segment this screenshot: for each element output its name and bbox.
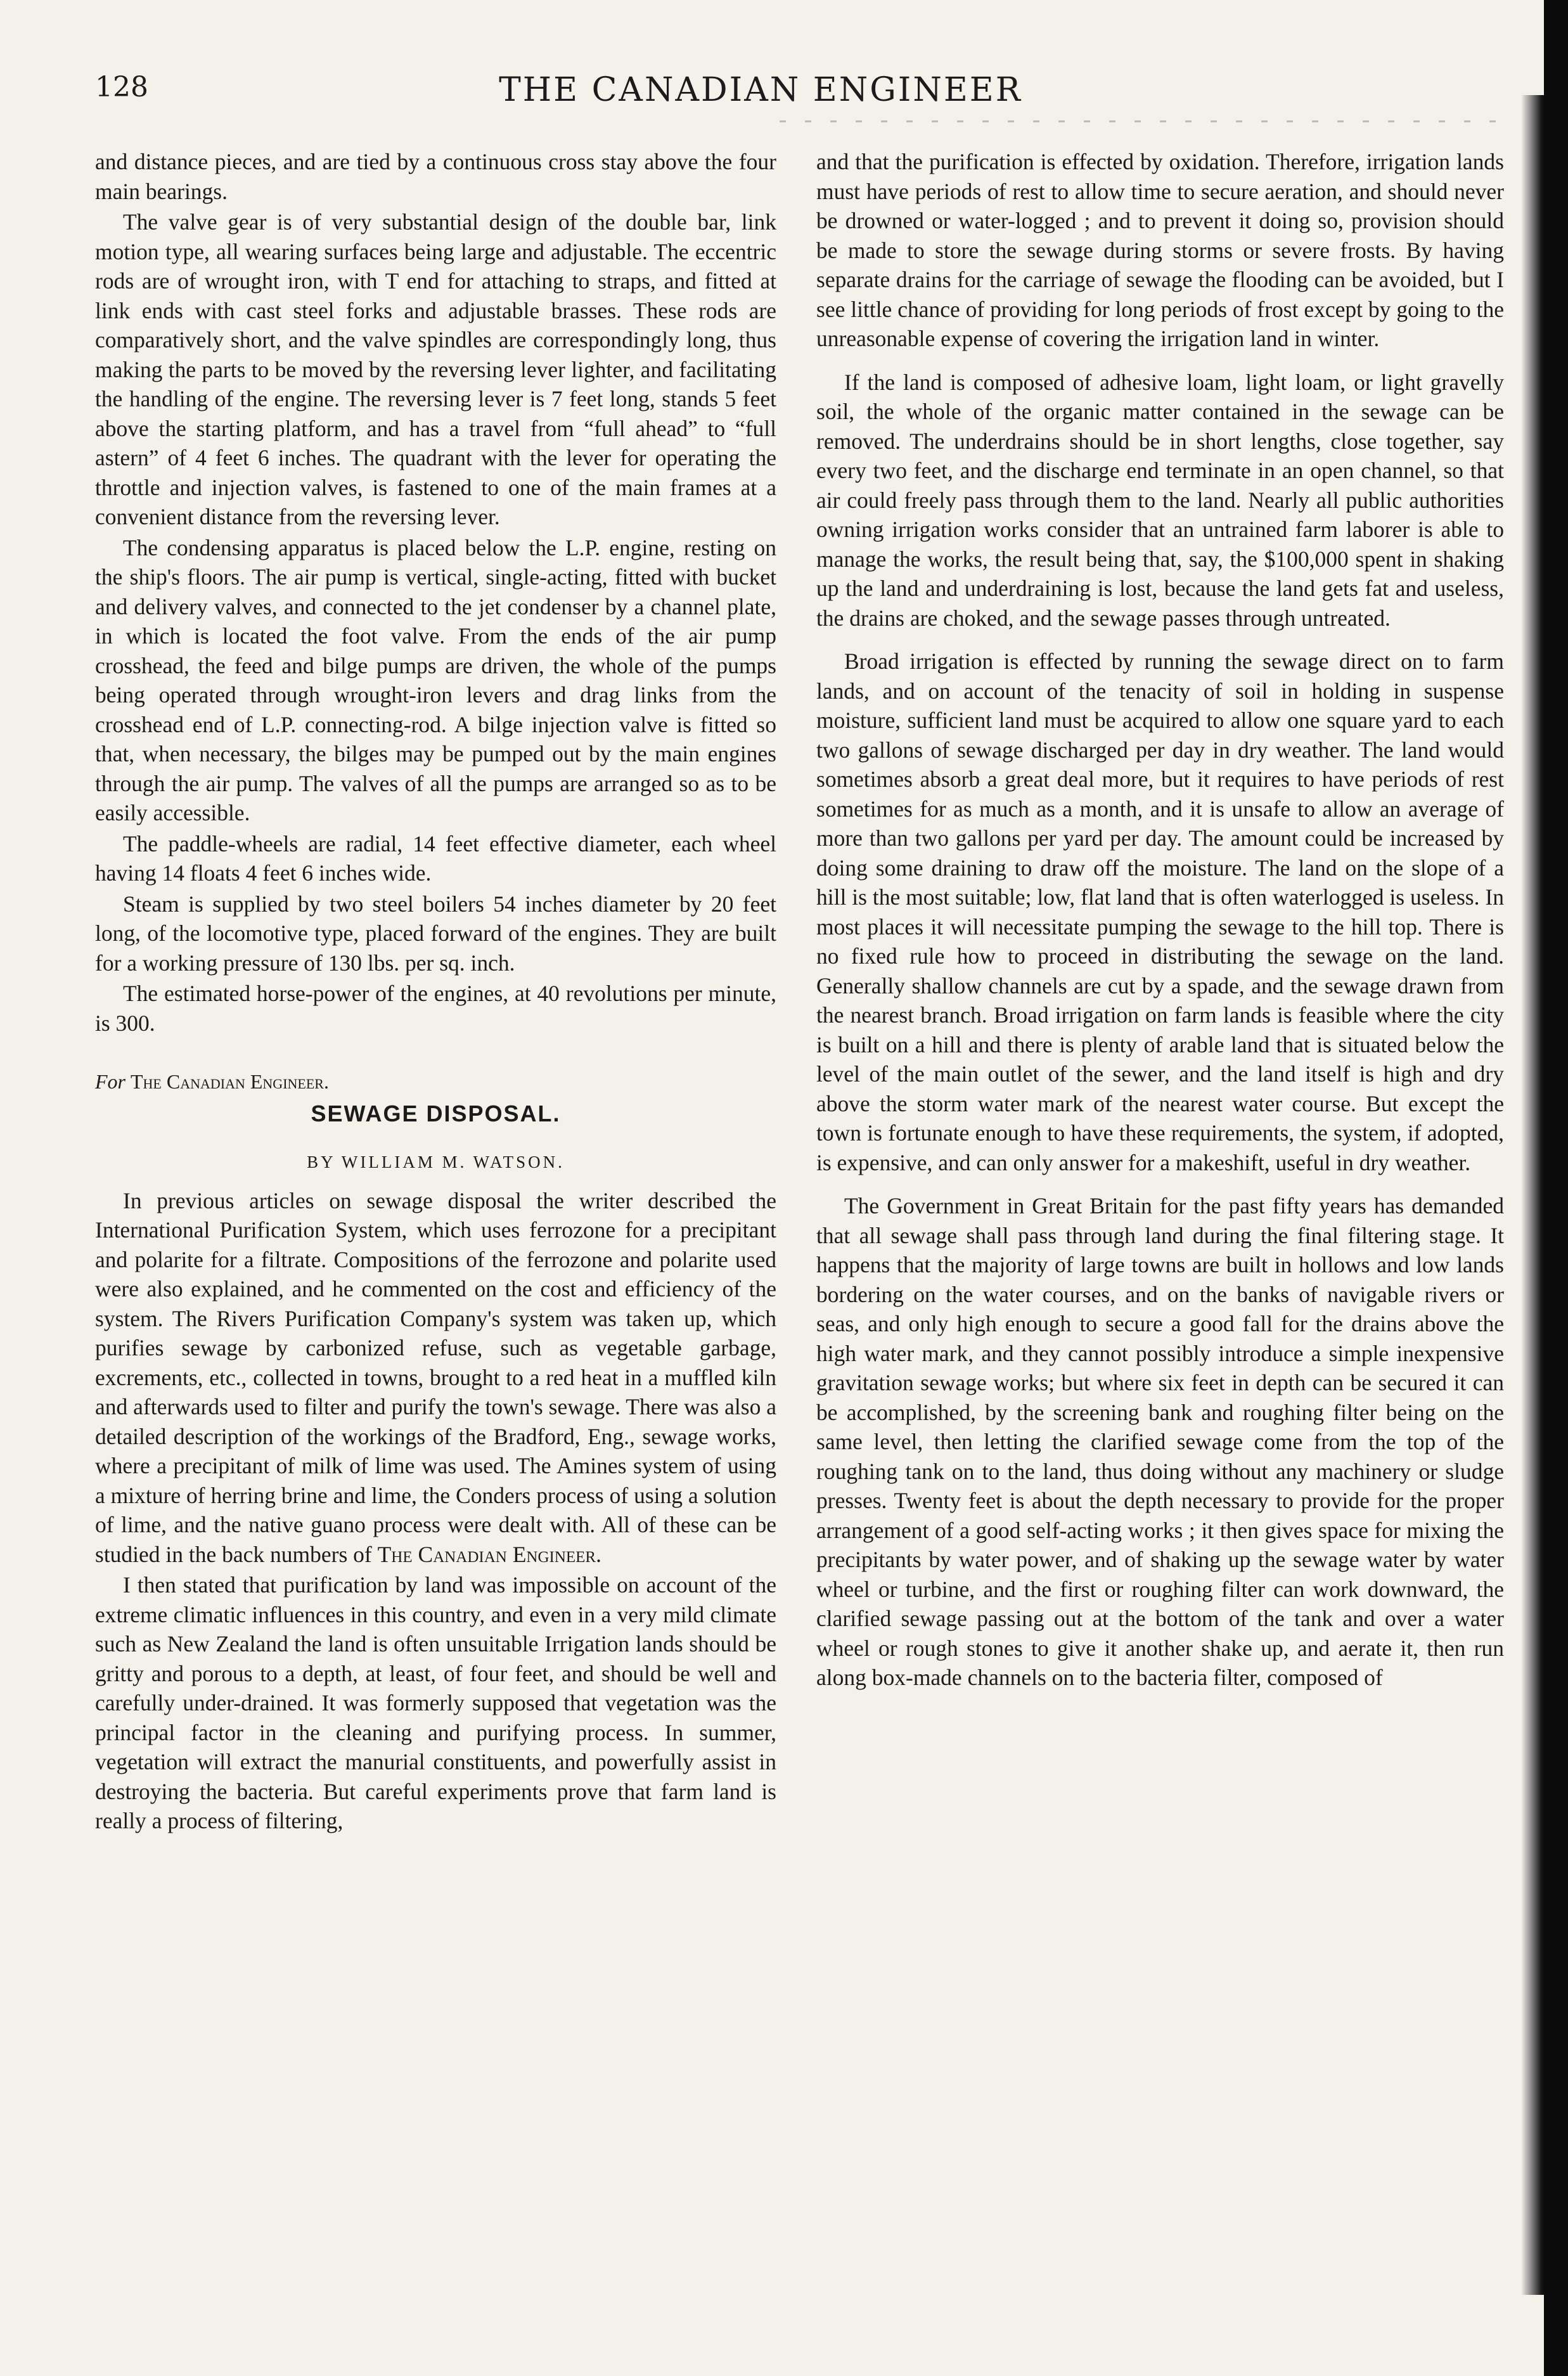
article-title: SEWAGE DISPOSAL. <box>311 1100 561 1127</box>
paragraph: Steam is supplied by two steel boilers 54 inches diameter by 20 feet long, of the locomotive type, placed forward of the engines. They are built for a working pressure of 130 lbs. per sq. inch. <box>95 891 776 976</box>
paragraph: I then stated that purification by land was impossible on account of the extreme climatic influences in this country, and even in a very mild climate such as New Zealand the land is often unsuitable Irrigation lands should be gritty and porous to a depth, at least, of four feet, and should be well and carefully under-drained. It was formerly supposed that vegetation was the principal factor in the cleaning and purifying process. In summer, vegetation will extract the manurial constituents, and powerfully assist in destroying the bacteria. But careful experiments prove that farm land is really a process of filtering, <box>95 1572 776 1833</box>
article-author: BY WILLIAM M. WATSON. <box>307 1152 565 1172</box>
running-title: THE CANADIAN ENGINEER <box>499 71 1022 109</box>
publication-ref: The Canadian Engineer. <box>377 1541 601 1567</box>
right-column <box>816 147 1504 1693</box>
source-publication: The Canadian Engineer. <box>131 1070 329 1093</box>
paragraph: and distance pieces, and are tied by a continuous cross stay above the four main bearings. <box>95 149 776 204</box>
paragraph: The Government in Great Britain for the past fifty years has demanded that all sewage shall pass through land during the final filtering stage. It happens that the majority of large towns are built in hollows and low lands bordering on the water courses, and on the banks of navigable rivers or seas, and only high enough to secure a good fall for the drains above the high water mark, and they cannot possibly introduce a simple inexpensive gravitation sewage works; but where six feet in depth can be secured it can be accomplished, by the screening bank and roughing filter being on the same level, then letting the clarified sewage come from the top of the roughing tank on to the land, thus doing without any machinery or sludge presses. Twenty feet is about the depth necessary to provide for the proper arrangement of a good self-acting works ; it then gives space for mixing the precipitants by water power, and of shaking up the sewage water by water wheel or turbine, and the first or roughing filter can work downward, the clarified sewage passing out at the bottom of the tank and over a water wheel or rough stones to give it another shake up, and aerate it, then run along box-made channels on to the bacteria filter, composed of <box>816 1193 1504 1690</box>
header-rule <box>780 120 1508 122</box>
page-number: 128 <box>95 71 148 103</box>
paragraph <box>95 1186 776 1570</box>
paragraph: Broad irrigation is effected by running the sewage direct on to farm lands, and on account of the tenacity of soil in holding in suspense moisture, sufficient land must be acquired to allow one square yard to each two gallons of sewage discharged per day in dry weather. The land would sometimes absorb a great deal more, but it requires to have periods of rest sometimes for as much as a month, and it is unsafe to allow an average of more than two gallons per yard per day. The amount could be increased by doing some draining to draw off the moisture. The land on the slope of a hill is the most suitable; low, flat land that is often waterlogged is useless. In most places it will necessitate pumping the sewage to the hill top. There is no fixed rule how to proceed in distributing the sewage on the land. Generally shallow channels are cut by a spade, and the sewage drawn from the nearest branch. Broad irrigation on farm lands is feasible where the city is built on a hill and there is plenty of arable land that is situated below the level of the main outlet of the sewer, and the land itself is high and dry above the storm water mark of the nearest water course. But except the town is fortunate enough to have these requirements, the system, if adopted, is expensive, and can only answer for a makeshift, useful in dry weather. <box>816 649 1504 1175</box>
paragraph: The valve gear is of very substantial design of the double bar, link motion type, all wearing surfaces being large and adjustable. The eccentric rods are of wrought iron, with T end for attaching to straps, and fitted at link ends with cast steel forks and adjustable brasses. These rods are comparatively short, and the valve spindles are correspondingly long, thus making the parts to be moved by the reversing lever lighter, and facilitating the handling of the engine. The reversing lever is 7 feet long, stands 5 feet above the starting platform, and has a travel from “full ahead” to “full astern” of 4 feet 6 inches. The quadrant with the lever for operating the throttle and injection valves, is fastened to one of the main frames at a convenient distance from the reversing lever. <box>95 209 776 529</box>
paragraph: The estimated horse-power of the engines, at 40 revolutions per minute, is 300. <box>95 981 776 1036</box>
binding-edge <box>1544 0 1568 2376</box>
left-column <box>95 147 776 1836</box>
page-header <box>95 71 1426 122</box>
paragraph-text: In previous articles on sewage disposal the writer described the International Purification System, which uses ferrozone for a precipitant and polarite for a filtrate. Compositions of the ferrozone and polarite used were also explained, and he commented on the cost and efficiency of the system. The Rivers Purification Company's system was taken up, which purifies sewage by carbonized refuse, such as vegetable garbage, excrements, etc., collected in towns, brought to a red heat in a muffled kiln and afterwards used to filter and purify the town's sewage. There was also a detailed description of the workings of the Bradford, Eng., sewage works, where a precipitant of milk of lime was used. The Amines system of using a mixture of herring brine and lime, the Conders process of using a solution of lime, and the native guano process were dealt with. All of these can be studied in the back numbers of <box>95 1187 776 1567</box>
paragraph: If the land is composed of adhesive loam, light loam, or light gravelly soil, the whole of the organic matter contained in the sewage can be removed. The underdrains should be in short lengths, close together, say every two feet, and the discharge end terminate in an open channel, so that air could freely pass through them to the land. Nearly all public authorities owning irrigation works consider that an untrained farm laborer is able to manage the works, the result being that, say, the $100,000 spent in shaking up the land and underdraining is lost, because the land gets fat and useless, the drains are choked, and the sewage passes through untreated. <box>816 369 1504 631</box>
paragraph: and that the purification is effected by oxidation. Therefore, irrigation lands must have periods of rest to allow time to secure aeration, and should never be drowned or water-logged ; and to prevent it doing so, provision should be made to store the sewage during storms or severe frosts. By having separate drains for the carriage of sewage the flooding can be avoided, but I see little chance of providing for long periods of frost except by going to the unreasonable expense of covering the irrigation land in winter. <box>816 149 1504 351</box>
source-for: For <box>95 1070 125 1093</box>
article-source <box>95 1067 776 1097</box>
paragraph: The paddle-wheels are radial, 14 feet effective diameter, each wheel having 14 floats 4 feet 6 inches wide. <box>95 830 776 886</box>
paragraph: The condensing apparatus is placed below the L.P. engine, resting on the ship's floors. The air pump is vertical, single-acting, fitted with bucket and delivery valves, and connected to the jet condenser by a channel plate, in which is located the foot valve. From the ends of the air pump crosshead, the feed and bilge pumps are driven, the whole of the pumps being operated through wrought-iron levers and drag links from the crosshead end of L.P. connecting-rod. A bilge injection valve is fitted so that, when necessary, the bilges may be pumped out by the main engines through the air pump. The valves of all the pumps are arranged so as to be easily accessible. <box>95 534 776 825</box>
